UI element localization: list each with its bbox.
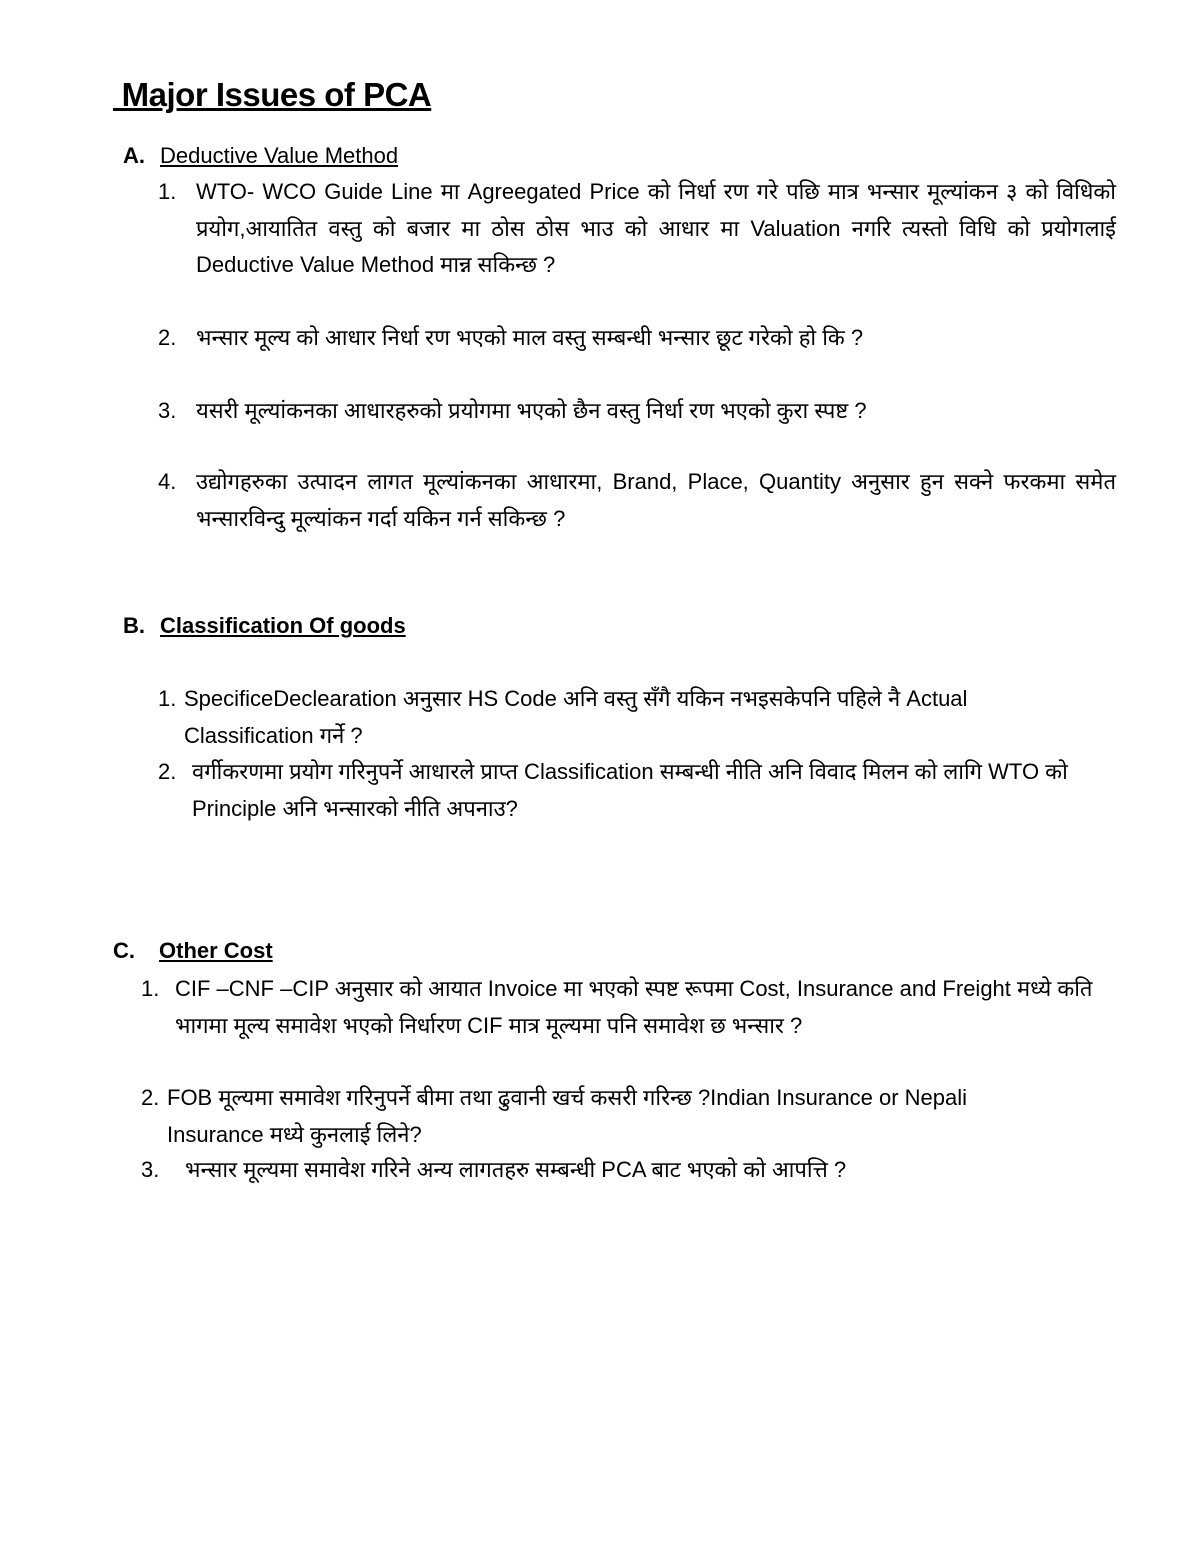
section-c-heading <box>113 938 713 968</box>
section-a-title: Deductive Value Method <box>160 143 399 168</box>
section-b-item-2 <box>158 754 1118 827</box>
item-text: वर्गीकरणमा प्रयोग गरिनुपर्ने आधारले प्राप्त Classification सम्बन्धी नीति अनि विवाद मिलन को लागि WTO को Principle अनि भन्सारको नीति अपनाउ? <box>192 759 1068 821</box>
section-c-item-1 <box>141 971 1121 1081</box>
item-number: 1. <box>141 976 160 1001</box>
item-text: CIF –CNF –CIP अनुसार को आयात Invoice मा भएको स्पष्ट रूपमा Cost, Insurance and Freight मध्ये कति भागमा मूल्य समावेश भएको निर्धारण CIF मात्र मूल्यमा पनि समावेश छ भन्सार ? <box>175 976 1093 1038</box>
section-a-item-3 <box>158 393 1118 466</box>
item-number: 2. <box>158 759 177 784</box>
section-a-letter: A. <box>123 143 145 168</box>
page-title: Major Issues of PCA <box>113 76 432 113</box>
section-b-heading <box>123 613 723 643</box>
item-text: WTO- WCO Guide Line मा Agreegated Price को निर्धा रण गरे पछि मात्र भन्सार मूल्यांकन ३ को विधिको प्रयोग,आयातित वस्तु को बजार मा ठोस ठोस भाउ को आधार मा Valuation नगरि त्यस्तो विधि को प्रयोगलाई Deductive Value Method मान्न सकिन्छ ? <box>196 179 1116 277</box>
section-b-item-1 <box>158 681 1118 754</box>
section-a-item-4 <box>158 464 1118 537</box>
item-number: 3. <box>141 1157 160 1182</box>
item-number: 3. <box>158 398 177 423</box>
item-text: FOB मूल्यमा समावेश गरिनुपर्ने बीमा तथा ढुवानी खर्च कसरी गरिन्छ ?Indian Insurance or Nepali Insurance मध्ये कुनलाई लिने? <box>167 1085 968 1147</box>
section-a-item-2 <box>158 320 1118 393</box>
item-number: 2. <box>141 1085 160 1110</box>
item-number: 1. <box>158 179 177 204</box>
section-b-title: Classification Of goods <box>160 613 406 638</box>
section-a-item-1 <box>158 174 1118 320</box>
item-text: भन्सार मूल्य को आधार निर्धा रण भएको माल वस्तु सम्बन्धी भन्सार छूट गरेको हो कि ? <box>196 325 864 350</box>
item-number: 2. <box>158 325 177 350</box>
item-number: 4. <box>158 469 177 494</box>
item-text: यसरी मूल्यांकनका आधारहरुको प्रयोगमा भएको छैन वस्तु निर्धा रण भएको कुरा स्पष्ट ? <box>196 398 867 423</box>
item-number: 1. <box>158 686 177 711</box>
section-c-title: Other Cost <box>159 938 273 963</box>
section-c-item-2 <box>141 1080 1121 1153</box>
section-c-letter: C. <box>113 938 135 963</box>
section-b-letter: B. <box>123 613 145 638</box>
item-text: उद्योगहरुका उत्पादन लागत मूल्यांकनका आधारमा, Brand, Place, Quantity अनुसार हुन सक्ने फरकमा समेत भन्सारविन्दु मूल्यांकन गर्दा यकिन गर्न सकिन्छ ? <box>196 469 1116 531</box>
item-text: SpecificeDeclearation अनुसार HS Code अनि वस्तु सँगै यकिन नभइसकेपनि पहिले नै Actual Classification गर्ने ? <box>184 686 968 748</box>
section-a-heading <box>123 143 723 173</box>
item-text: भन्सार मूल्यमा समावेश गरिने अन्य लागतहरु सम्बन्धी PCA बाट भएको को आपत्ति ? <box>185 1157 847 1182</box>
section-c-item-3 <box>141 1152 1121 1192</box>
